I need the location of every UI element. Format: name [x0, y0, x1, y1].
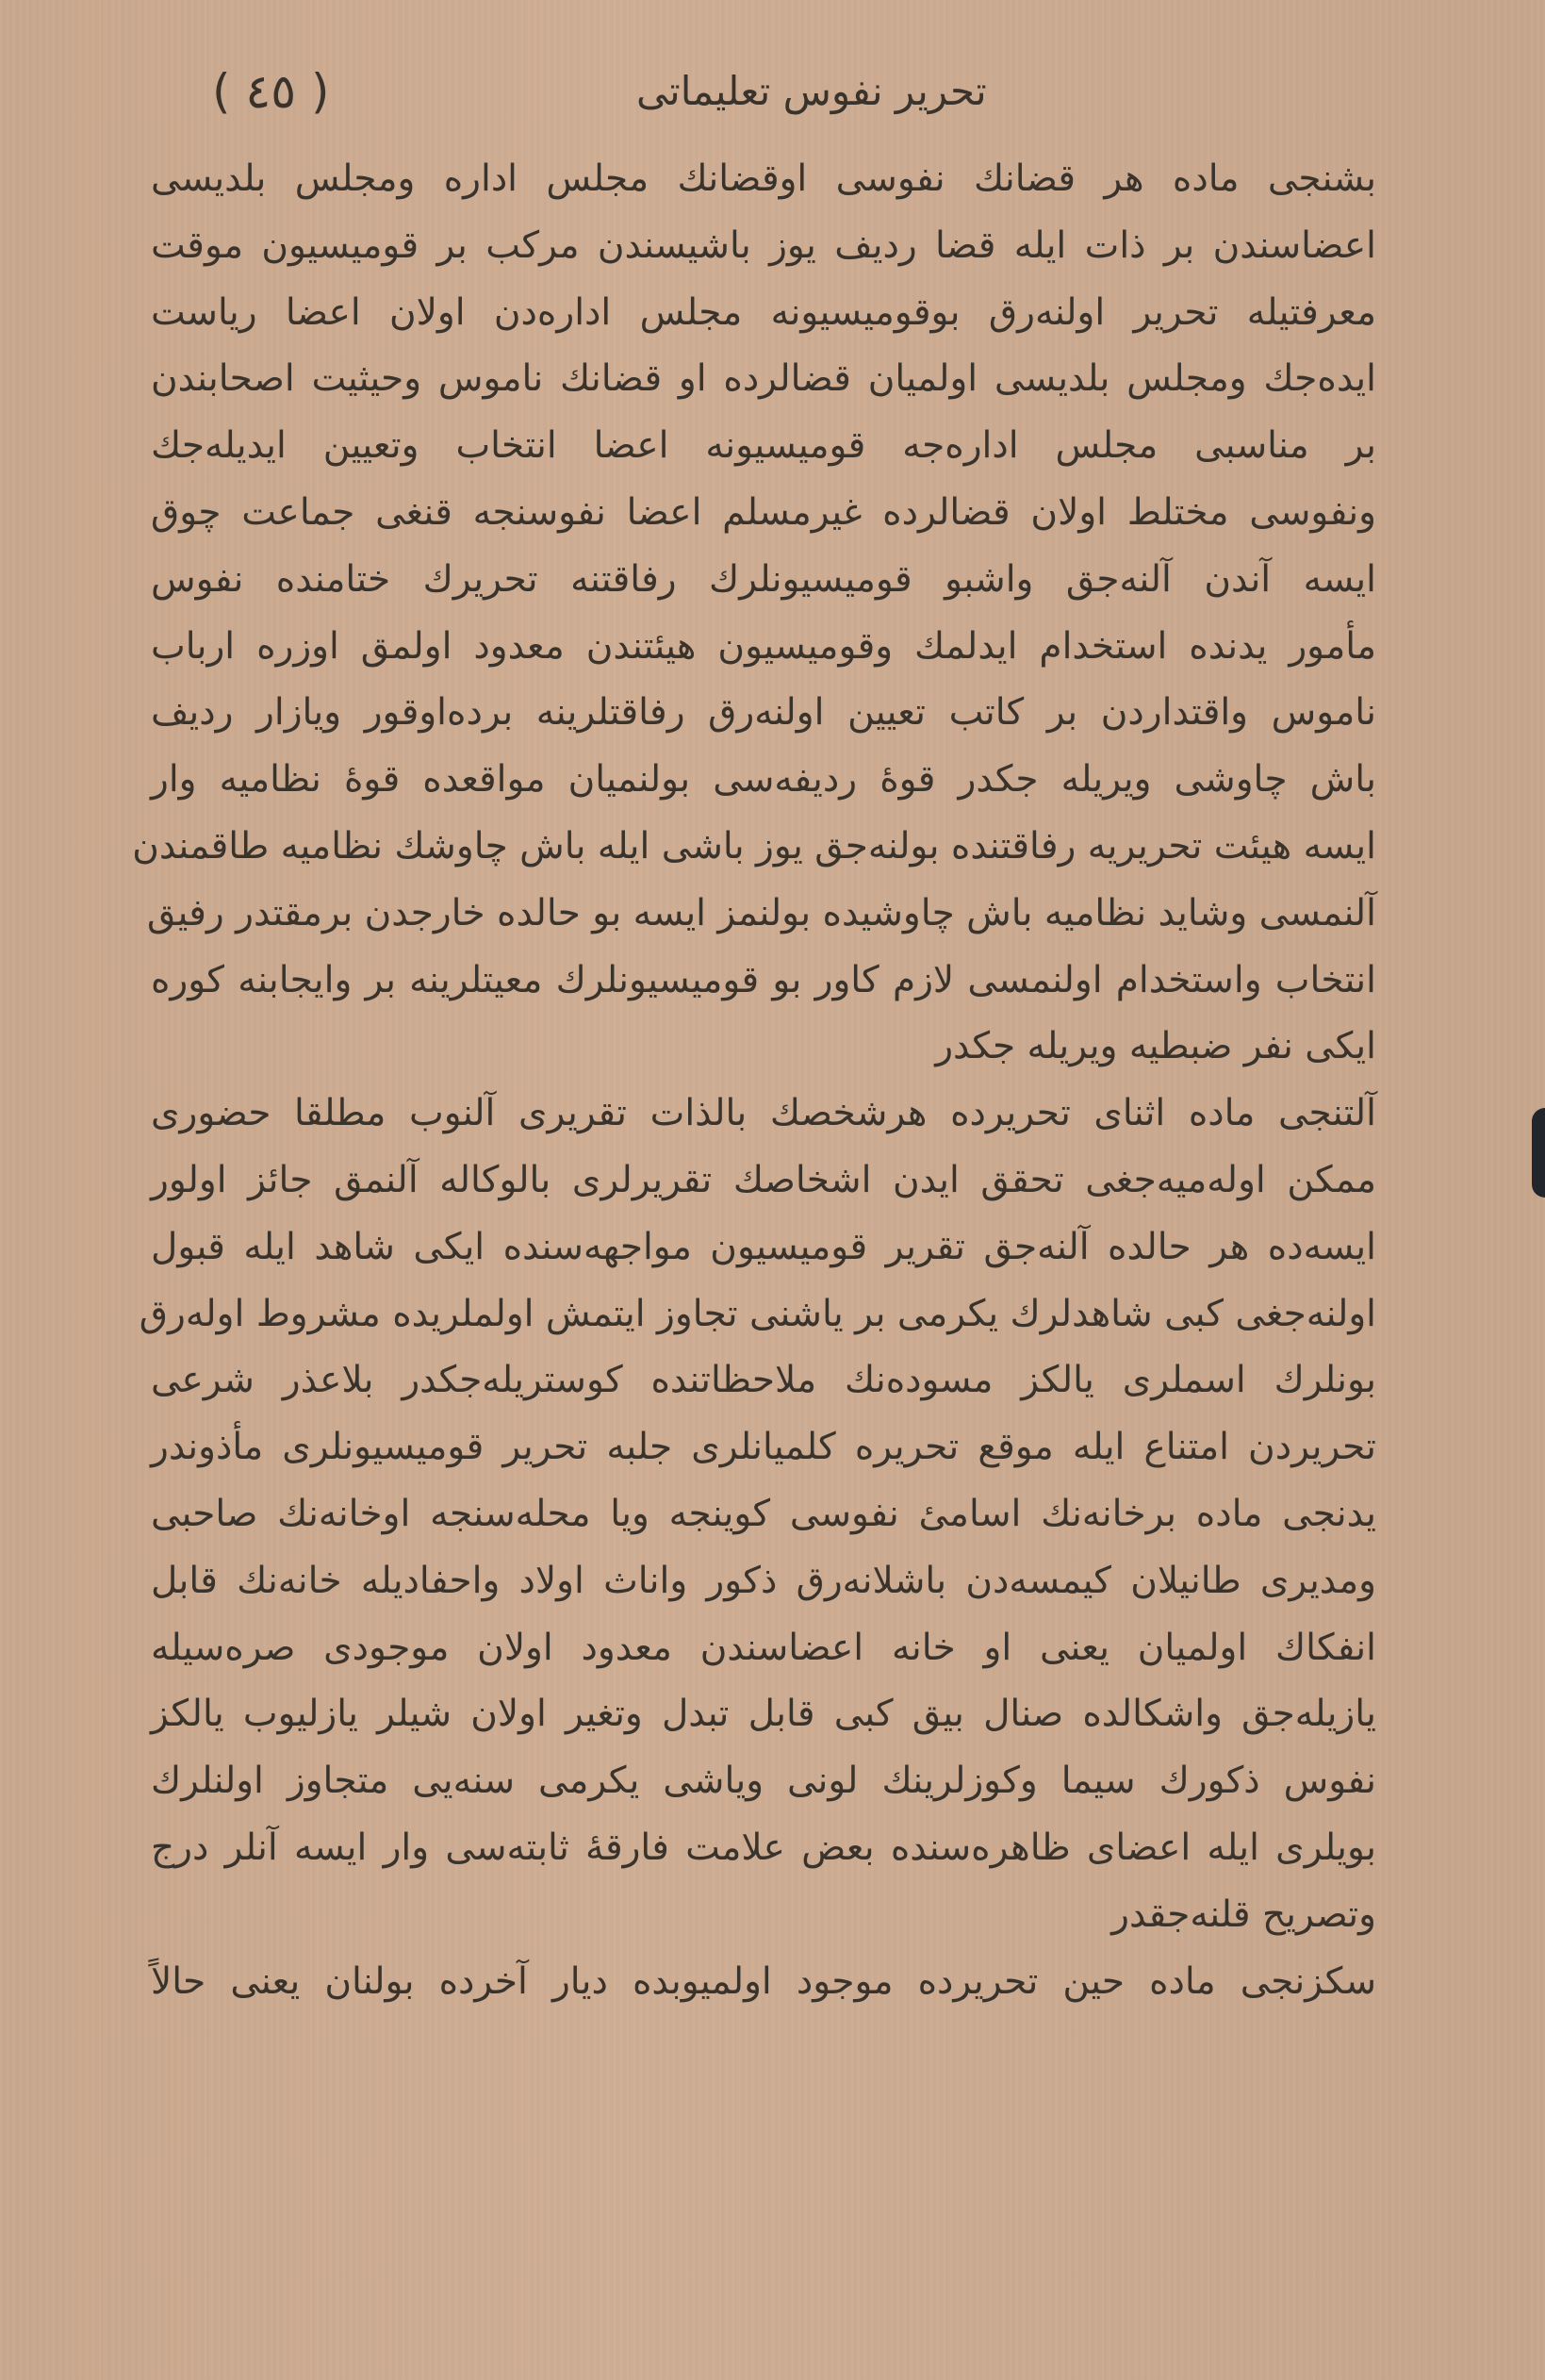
- text-line: بویلری ایله اعضای ظاهره‌سنده بعض علامت فارقهٔ ثابته‌سی وار ایسه آنلر درج: [151, 1826, 1376, 1869]
- body-text: [132, 146, 1376, 2015]
- text-line: ونفوسی مختلط اولان قضالرده غیرمسلم اعضا نفوسنجه قنغی جماعت چوق: [151, 490, 1376, 534]
- text-line: معرفتیله تحریر اولنه‌رق بوقومیسیونه مجلس اداره‌دن اولان اعضا ریاست: [151, 290, 1376, 334]
- text-line: ایسه هیئت تحریریه رفاقتنده بولنه‌جق یوز باشی ایله باش چاوشك نظامیه طاقمندن: [132, 824, 1376, 868]
- text-line: ومدیری طانیلان کیمسه‌دن باشلانه‌رق ذکور واناث اولاد واحفادیله خانه‌نك قابل: [151, 1559, 1376, 1602]
- text-line: بونلرك اسملری یالکز مسوده‌نك ملاحظاتنده کوستریله‌جکدر بلاعذر شرعی: [151, 1359, 1376, 1402]
- page-header: [203, 49, 1376, 143]
- text-line-article-start: یدنجی ماده برخانه‌نك اسامیٔ نفوسی کوینجه ویا محله‌سنجه اوخانه‌نك صاحبی: [151, 1492, 1376, 1535]
- running-title: تحریر نفوس تعلیماتی: [636, 68, 987, 114]
- text-line: اولنه‌جغی کبی شاهدلرك یکرمی بر یاشنی تجاوز ایتمش اولملریده مشروط اوله‌رق: [139, 1292, 1376, 1335]
- text-line: ناموس واقتداردن بر کاتب تعیین اولنه‌رق رفاقتلرینه برده‌اوقور ویازار ردیف: [151, 691, 1376, 735]
- text-line: مأمور یدنده استخدام ایدلمك وقومیسیون هیئتندن معدود اولمق اوزره ارباب: [151, 624, 1376, 668]
- text-line-paragraph-end: وتصریح قلنه‌جقدر: [1111, 1892, 1376, 1936]
- page-edge-shadow: [1532, 1108, 1545, 1198]
- text-line: آلنمسی وشاید نظامیه باش چاوشیده بولنمز ایسه بو حالده خارجدن برمقتدر رفیق: [146, 891, 1376, 934]
- text-line-paragraph-end: ایکی نفر ضبطیه ویریله جکدر: [935, 1025, 1376, 1068]
- text-line: ایسه‌ده هر حالده آلنه‌جق تقریر قومیسیون مواجهه‌سنده ایکی شاهد ایله قبول: [151, 1225, 1376, 1268]
- text-line-article-start: آلتنجی ماده اثنای تحریرده هرشخصك بالذات تقریری آلنوب مطلقا حضوری: [151, 1092, 1376, 1135]
- text-line: بشنجی ماده هر قضانك نفوسی اوقضانك مجلس اداره ومجلس بلدیسی: [151, 157, 1376, 200]
- text-line: ایده‌جك ومجلس بلدیسی اولمیان قضالرده او قضانك ناموس وحیثیت اصحابندن: [151, 357, 1376, 401]
- text-line: انفکاك اولمیان یعنی او خانه اعضاسندن معدود اولان موجودی صره‌سیله: [151, 1626, 1376, 1669]
- text-line-article-start: سکزنجی ماده حین تحریرده موجود اولمیوبده دیار آخرده بولنان یعنی حالاً: [151, 1959, 1376, 2003]
- text-line: انتخاب واستخدام اولنمسی لازم کاور بو قومیسیونلرك معیتلرینه بر وایجابنه کوره: [151, 958, 1376, 1001]
- text-line: ممکن اوله‌میه‌جغی تحقق ایدن اشخاصك تقریرلری بالوکاله آلنمق جائز اولور: [151, 1158, 1376, 1201]
- text-line: اعضاسندن بر ذات ایله قضا ردیف یوز باشیسندن مرکب بر قومیسیون موقت: [151, 223, 1376, 267]
- text-line: تحریردن امتناع ایله موقع تحریره کلمیانلری جلبه تحریر قومیسیونلری مأذوندر: [151, 1426, 1376, 1469]
- text-line: یازیله‌جق واشکالده صنال بیق کبی قابل تبدل وتغیر اولان شیلر یازلیوب یالکز: [151, 1693, 1376, 1736]
- text-line: بر مناسبی مجلس اداره‌جه قومیسیونه اعضا انتخاب وتعیین ایدیله‌جك: [151, 424, 1376, 468]
- text-line: باش چاوشی ویریله جکدر قوهٔ ردیفه‌سی بولنمیان مواقعده قوهٔ نظامیه وار: [151, 758, 1376, 802]
- text-line: نفوس ذکورك سیما وکوزلرینك لونی ویاشی یکرمی سنه‌یی متجاوز اولنلرك: [151, 1760, 1376, 1803]
- page-number: ( ٤٥ ): [212, 64, 330, 119]
- text-line: ایسه آندن آلنه‌جق واشبو قومیسیونلرك رفاقتنه تحریرك ختامنده نفوس: [151, 557, 1376, 601]
